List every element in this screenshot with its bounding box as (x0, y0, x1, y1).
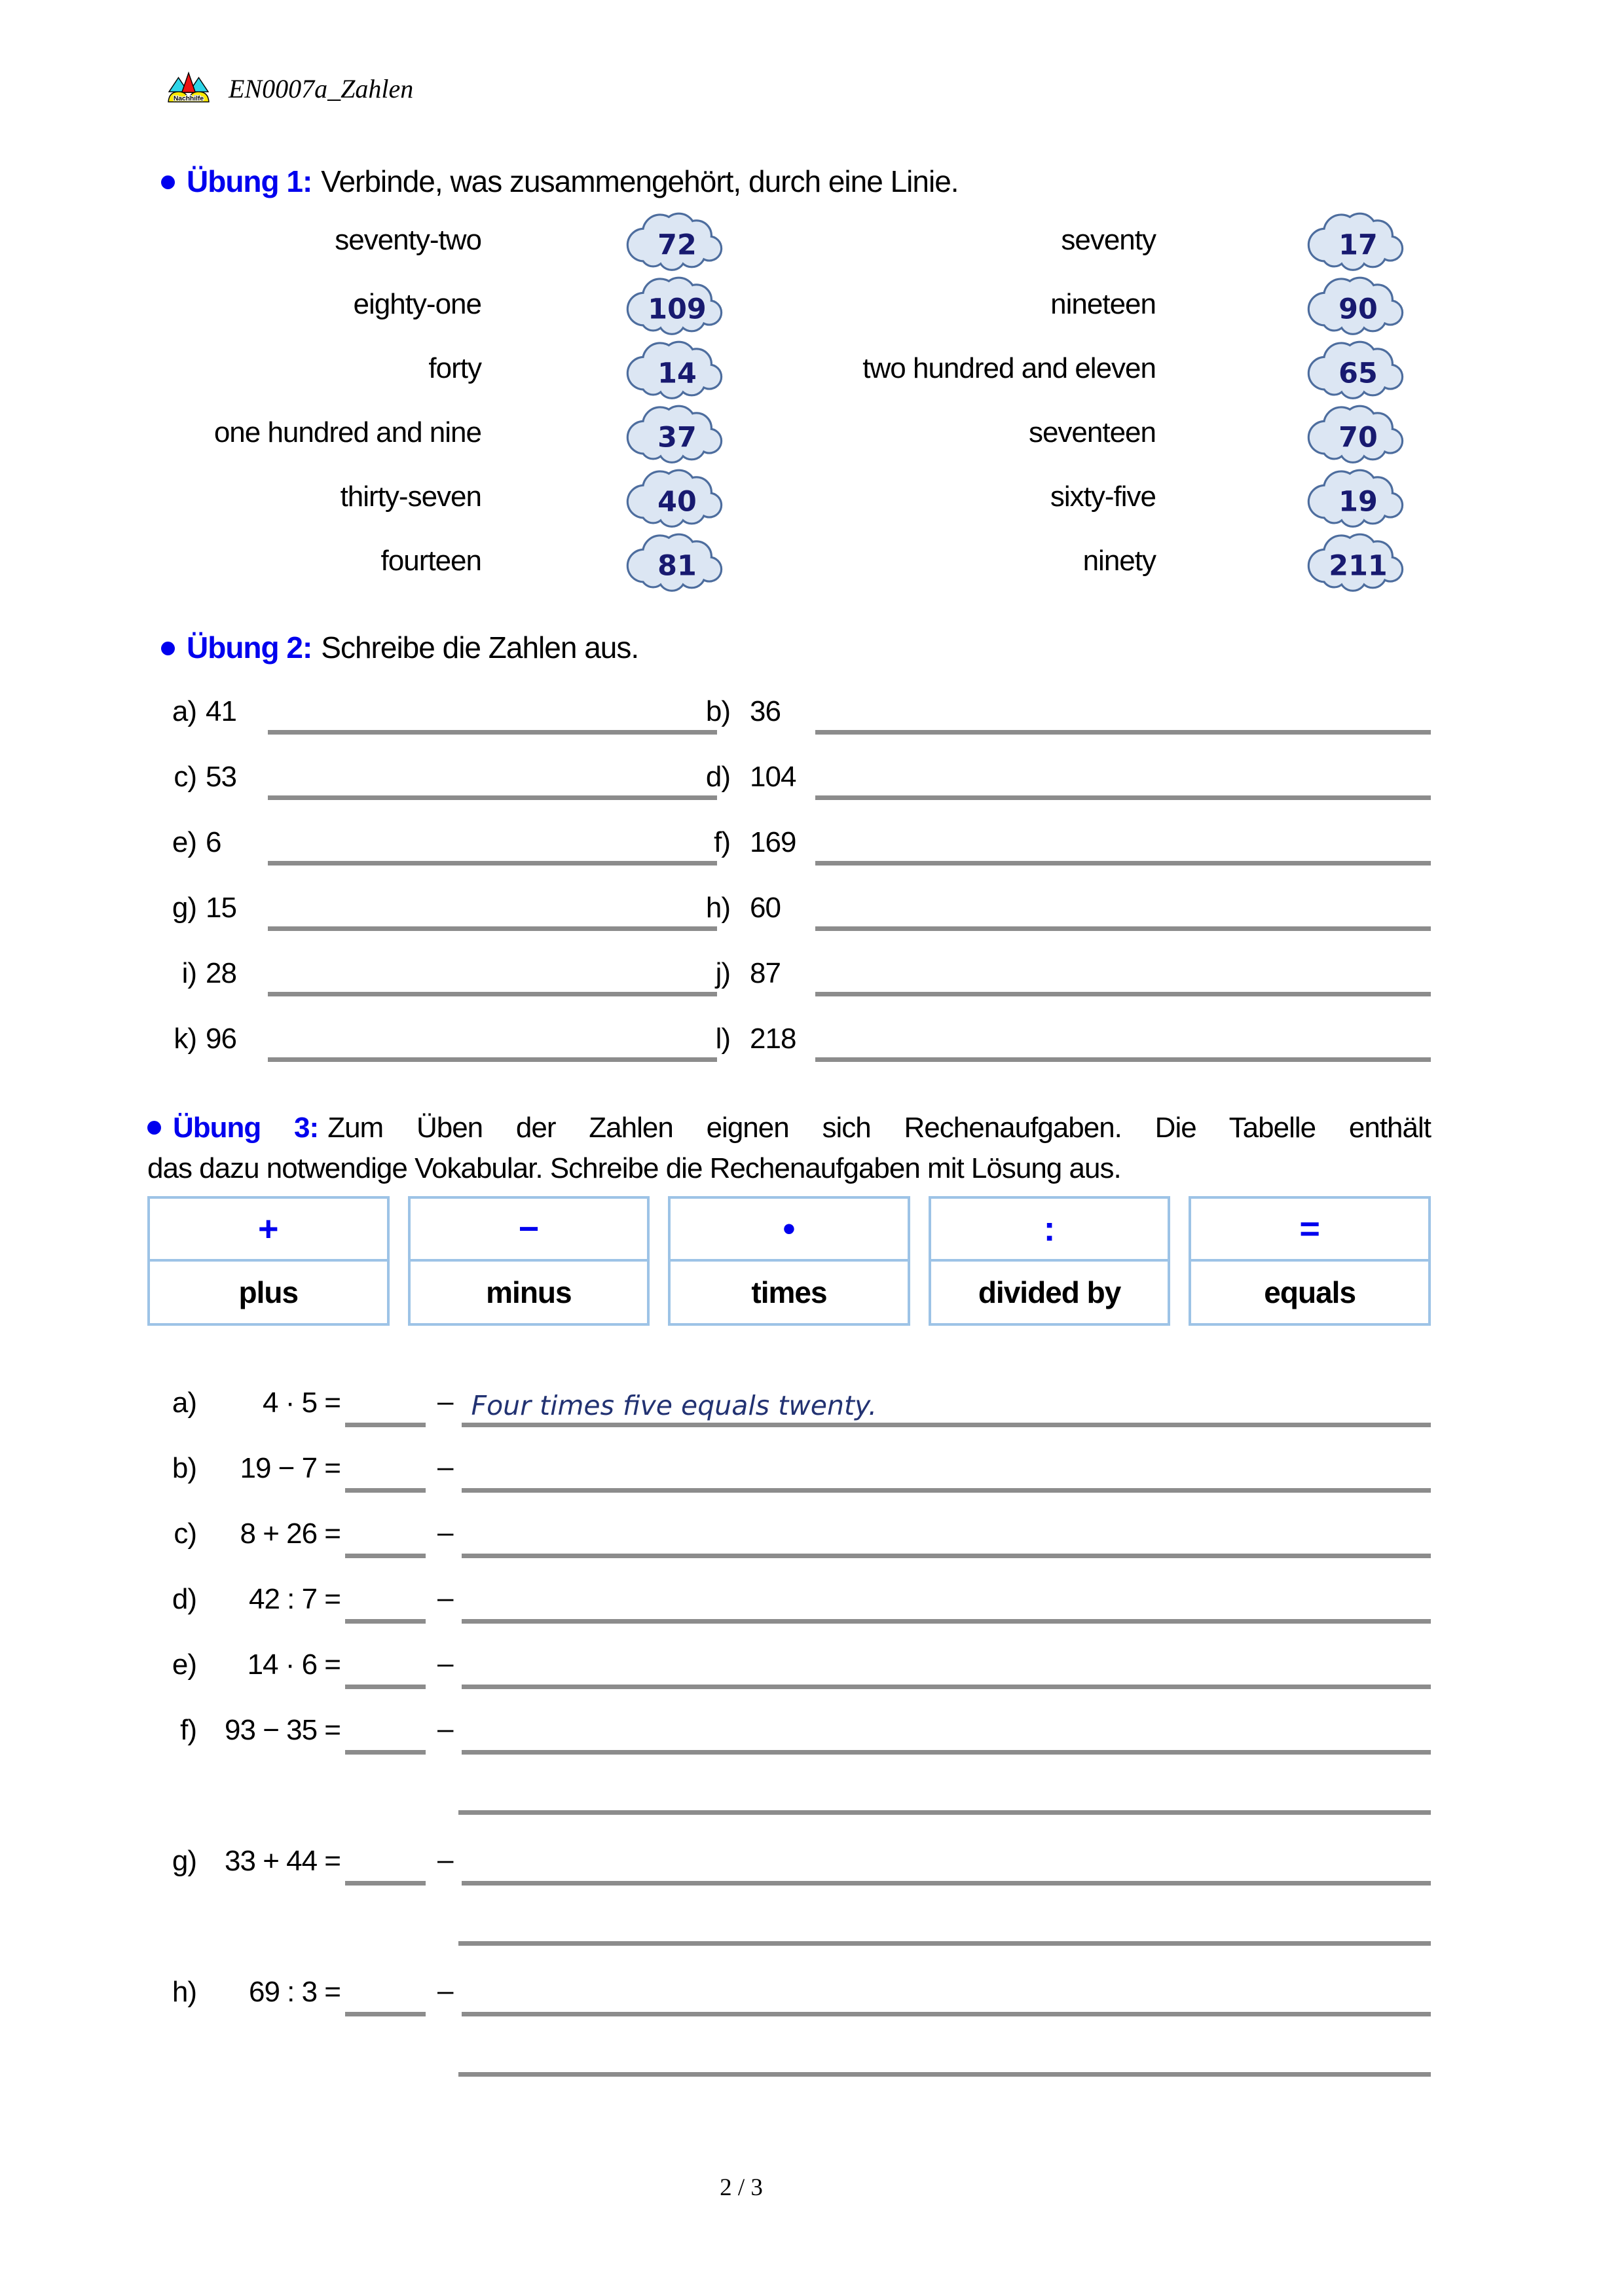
separator-dash: – (437, 1647, 453, 1679)
write-out-item (160, 949, 717, 996)
exercise1-heading (161, 164, 959, 199)
item-number: 104 (750, 761, 796, 793)
write-out-item (691, 949, 1431, 996)
cloud-shape-icon (619, 528, 735, 594)
item-label: g) (172, 892, 196, 924)
result-blank-line (345, 1488, 426, 1493)
item-number: 87 (750, 957, 781, 989)
sentence-blank-line (462, 1750, 1431, 1755)
cloud-number: 90 (1338, 293, 1378, 326)
item-label: j) (715, 957, 730, 989)
write-out-item (160, 687, 717, 735)
calculation-row (147, 1968, 1431, 2016)
cloud-shape-icon (619, 208, 735, 273)
bullet-icon (161, 175, 175, 189)
answer-blank-line (268, 795, 717, 800)
task-equation: 33 + 44 = (225, 1845, 341, 1877)
calculation-head (147, 1649, 341, 1681)
item-number: 15 (206, 892, 236, 924)
number-word: thirty-seven (340, 481, 481, 513)
cloud-shape-icon (619, 400, 735, 465)
cloud-number: 40 (657, 485, 697, 519)
task-label: e) (172, 1649, 196, 1681)
bullet-icon (161, 642, 175, 655)
operator-symbol: : (931, 1199, 1168, 1262)
calculation-head (147, 1714, 341, 1747)
write-out-item (691, 753, 1431, 800)
cloud-shape-icon (1300, 208, 1416, 273)
exercise1-label: Übung 1: (187, 164, 312, 198)
exercise2-instruction: Schreibe die Zahlen aus. (321, 630, 639, 665)
number-word: sixty-five (1050, 481, 1156, 513)
item-number: 96 (206, 1023, 236, 1055)
cloud-shape-icon (1300, 400, 1416, 465)
cloud-number: 72 (657, 228, 697, 262)
task-label: h) (172, 1976, 196, 2008)
write-out-item (160, 818, 717, 866)
cloud-number: 70 (1338, 421, 1378, 454)
calculation-row (147, 1575, 1431, 1624)
number-word: seventy-two (335, 224, 481, 256)
number-cloud (1300, 400, 1416, 465)
operator-word: divided by (978, 1275, 1121, 1309)
task-label: c) (174, 1518, 196, 1550)
sentence-blank-line (458, 2072, 1431, 2077)
task-label: d) (172, 1583, 196, 1615)
answer-blank-line (268, 861, 717, 866)
item-number: 60 (750, 892, 781, 924)
write-out-item (691, 818, 1431, 866)
sentence-blank-line (458, 1810, 1431, 1815)
number-word: ninety (1082, 545, 1156, 577)
operator-symbol: • (671, 1199, 908, 1262)
calculation-head (147, 1518, 341, 1550)
cloud-number: 109 (648, 293, 707, 326)
page-number: 2 / 3 (720, 2174, 763, 2201)
operator-symbol: − (411, 1199, 648, 1262)
write-out-row (147, 884, 1431, 931)
matching-row (147, 529, 1454, 593)
answer-blank-line (268, 1057, 717, 1062)
task-label: b) (172, 1452, 196, 1484)
result-blank-line (345, 1881, 426, 1886)
answer-blank-line (815, 1057, 1431, 1062)
item-label: f) (714, 826, 730, 858)
item-label: d) (705, 761, 730, 793)
operator-word: times (751, 1275, 827, 1309)
task-equation: 14 · 6 = (247, 1649, 341, 1681)
result-blank-line (345, 1685, 426, 1689)
calculation-head (147, 1583, 341, 1616)
result-blank-line (345, 1423, 426, 1427)
exercise3-instruction-line1 (147, 1108, 1431, 1148)
item-label: l) (715, 1023, 730, 1055)
separator-dash: – (437, 1713, 453, 1745)
number-cloud (1300, 208, 1416, 273)
cloud-number: 17 (1338, 228, 1378, 262)
calculation-row (147, 1444, 1431, 1493)
cloud-shape-icon (619, 336, 735, 401)
matching-row (147, 401, 1454, 465)
item-label: h) (705, 892, 730, 924)
matching-row (147, 465, 1454, 529)
exercise1-instruction: Verbinde, was zusammengehört, durch eine Linie. (321, 164, 959, 198)
item-number: 169 (750, 826, 796, 858)
vocab-table (147, 1196, 1431, 1326)
operator-word: plus (238, 1275, 299, 1309)
task-equation: 69 : 3 = (248, 1976, 341, 2008)
result-blank-line (345, 1554, 426, 1558)
write-out-item (691, 884, 1431, 931)
result-blank-line (345, 1619, 426, 1624)
cloud-shape-icon (1300, 464, 1416, 530)
calculation-row (147, 1837, 1431, 1886)
item-label: a) (172, 695, 196, 727)
write-out-item (160, 1015, 717, 1062)
logo-text: Nachhilfe (173, 95, 204, 103)
answer-blank-line (815, 795, 1431, 800)
matching-row (147, 272, 1454, 337)
separator-dash: – (437, 1844, 453, 1876)
answer-blank-line (815, 992, 1431, 996)
number-cloud (619, 336, 735, 401)
cloud-shape-icon (1300, 336, 1416, 401)
sentence-blank-line (462, 1390, 1431, 1427)
write-out-row (147, 687, 1431, 735)
item-number: 36 (750, 695, 781, 727)
answer-blank-line (268, 992, 717, 996)
number-cloud (1300, 272, 1416, 337)
write-out-item (691, 1015, 1431, 1062)
operator-symbol: + (150, 1199, 387, 1262)
item-number: 41 (206, 695, 236, 727)
vocab-cell (408, 1196, 650, 1326)
number-cloud (619, 272, 735, 337)
number-word: two hundred and eleven (862, 352, 1156, 384)
answer-blank-line (268, 926, 717, 931)
number-word: seventy (1061, 224, 1156, 256)
exercise2-label: Übung 2: (187, 630, 312, 665)
cloud-number: 14 (657, 357, 697, 390)
matching-row (147, 337, 1454, 401)
number-word: one hundred and nine (213, 416, 481, 448)
calculation-row (147, 1379, 1431, 1427)
calculation-head (147, 1452, 341, 1485)
vocab-cell (147, 1196, 390, 1326)
sentence-blank-line (462, 1619, 1431, 1624)
sentence-blank-line (462, 2012, 1431, 2016)
item-number: 28 (206, 957, 236, 989)
exercise3-label: Übung 3: (173, 1112, 319, 1144)
operator-word: minus (486, 1275, 572, 1309)
item-number: 218 (750, 1023, 796, 1055)
number-word: seventeen (1028, 416, 1156, 448)
bullet-icon (147, 1121, 161, 1135)
separator-dash: – (437, 1385, 453, 1417)
logo-peak-icon (182, 73, 196, 92)
cloud-number: 211 (1329, 549, 1388, 583)
number-word: nineteen (1050, 288, 1156, 320)
task-label: f) (180, 1714, 196, 1746)
item-label: i) (181, 957, 196, 989)
exercise3-heading (147, 1108, 1431, 1189)
cloud-shape-icon (619, 272, 735, 337)
exercise3-instruction-text1: Zum Üben der Zahlen eignen sich Rechenaufgaben. Die Tabelle enthält (327, 1112, 1431, 1144)
separator-dash: – (437, 1451, 453, 1483)
cloud-number: 37 (657, 421, 697, 454)
item-number: 6 (206, 826, 221, 858)
item-label: b) (705, 695, 730, 727)
number-word: forty (428, 352, 481, 384)
answer-blank-line (815, 861, 1431, 866)
calculation-head (147, 1976, 341, 2009)
write-out-row (147, 949, 1431, 996)
task-equation: 4 · 5 = (263, 1387, 341, 1419)
answer-blank-line (815, 926, 1431, 931)
sentence-blank-line (458, 1941, 1431, 1946)
answer-blank-line (268, 730, 717, 735)
separator-dash: – (437, 1582, 453, 1614)
vocab-cell (929, 1196, 1171, 1326)
calculation-row (147, 1641, 1431, 1689)
nachhilfe-logo (167, 71, 210, 104)
task-equation: 8 + 26 = (240, 1518, 341, 1550)
number-cloud (1300, 528, 1416, 594)
sentence-blank-line (462, 1881, 1431, 1886)
number-word: fourteen (380, 545, 481, 577)
calculation-head (147, 1387, 341, 1419)
task-label: a) (172, 1387, 196, 1419)
sentence-blank-line (462, 1685, 1431, 1689)
number-cloud (1300, 336, 1416, 401)
cloud-number: 65 (1338, 357, 1378, 390)
number-cloud (619, 528, 735, 594)
write-out-row (147, 753, 1431, 800)
sentence-blank-line (462, 1554, 1431, 1558)
number-cloud (619, 208, 735, 273)
result-blank-line (345, 2012, 426, 2016)
cloud-shape-icon (619, 464, 735, 530)
write-out-item (160, 753, 717, 800)
task-equation: 93 − 35 = (225, 1714, 341, 1746)
handwritten-answer: Four times five equals twenty. (471, 1390, 877, 1421)
operator-word: equals (1264, 1275, 1356, 1309)
calculation-row (147, 1510, 1431, 1558)
answer-blank-line (815, 730, 1431, 735)
write-out-item (160, 884, 717, 931)
exercise2-heading (161, 630, 638, 665)
cloud-shape-icon (1300, 528, 1416, 594)
result-blank-line (345, 1750, 426, 1755)
calculation-row (147, 1706, 1431, 1755)
exercise3-instruction-line2: das dazu notwendige Vokabular. Schreibe die Rechenaufgaben mit Lösung aus. (147, 1152, 1121, 1184)
calculation-head (147, 1845, 341, 1878)
number-cloud (619, 400, 735, 465)
number-word: eighty-one (353, 288, 481, 320)
separator-dash: – (437, 1975, 453, 2007)
item-label: e) (172, 826, 196, 858)
write-out-item (691, 687, 1431, 735)
number-cloud (619, 464, 735, 530)
item-number: 53 (206, 761, 236, 793)
cloud-number: 81 (657, 549, 697, 583)
document-title: EN0007a_Zahlen (229, 74, 414, 103)
task-label: g) (172, 1845, 196, 1877)
number-cloud (1300, 464, 1416, 530)
item-label: c) (174, 761, 196, 793)
matching-row (147, 208, 1454, 272)
separator-dash: – (437, 1516, 453, 1548)
item-label: k) (174, 1023, 196, 1055)
task-equation: 42 : 7 = (248, 1583, 341, 1615)
cloud-number: 19 (1338, 485, 1378, 519)
task-equation: 19 − 7 = (240, 1452, 341, 1484)
vocab-cell (668, 1196, 910, 1326)
page-header (167, 71, 413, 104)
vocab-cell (1189, 1196, 1431, 1326)
operator-symbol: = (1191, 1199, 1428, 1262)
sentence-blank-line (462, 1488, 1431, 1493)
write-out-row (147, 818, 1431, 866)
cloud-shape-icon (1300, 272, 1416, 337)
write-out-row (147, 1015, 1431, 1062)
